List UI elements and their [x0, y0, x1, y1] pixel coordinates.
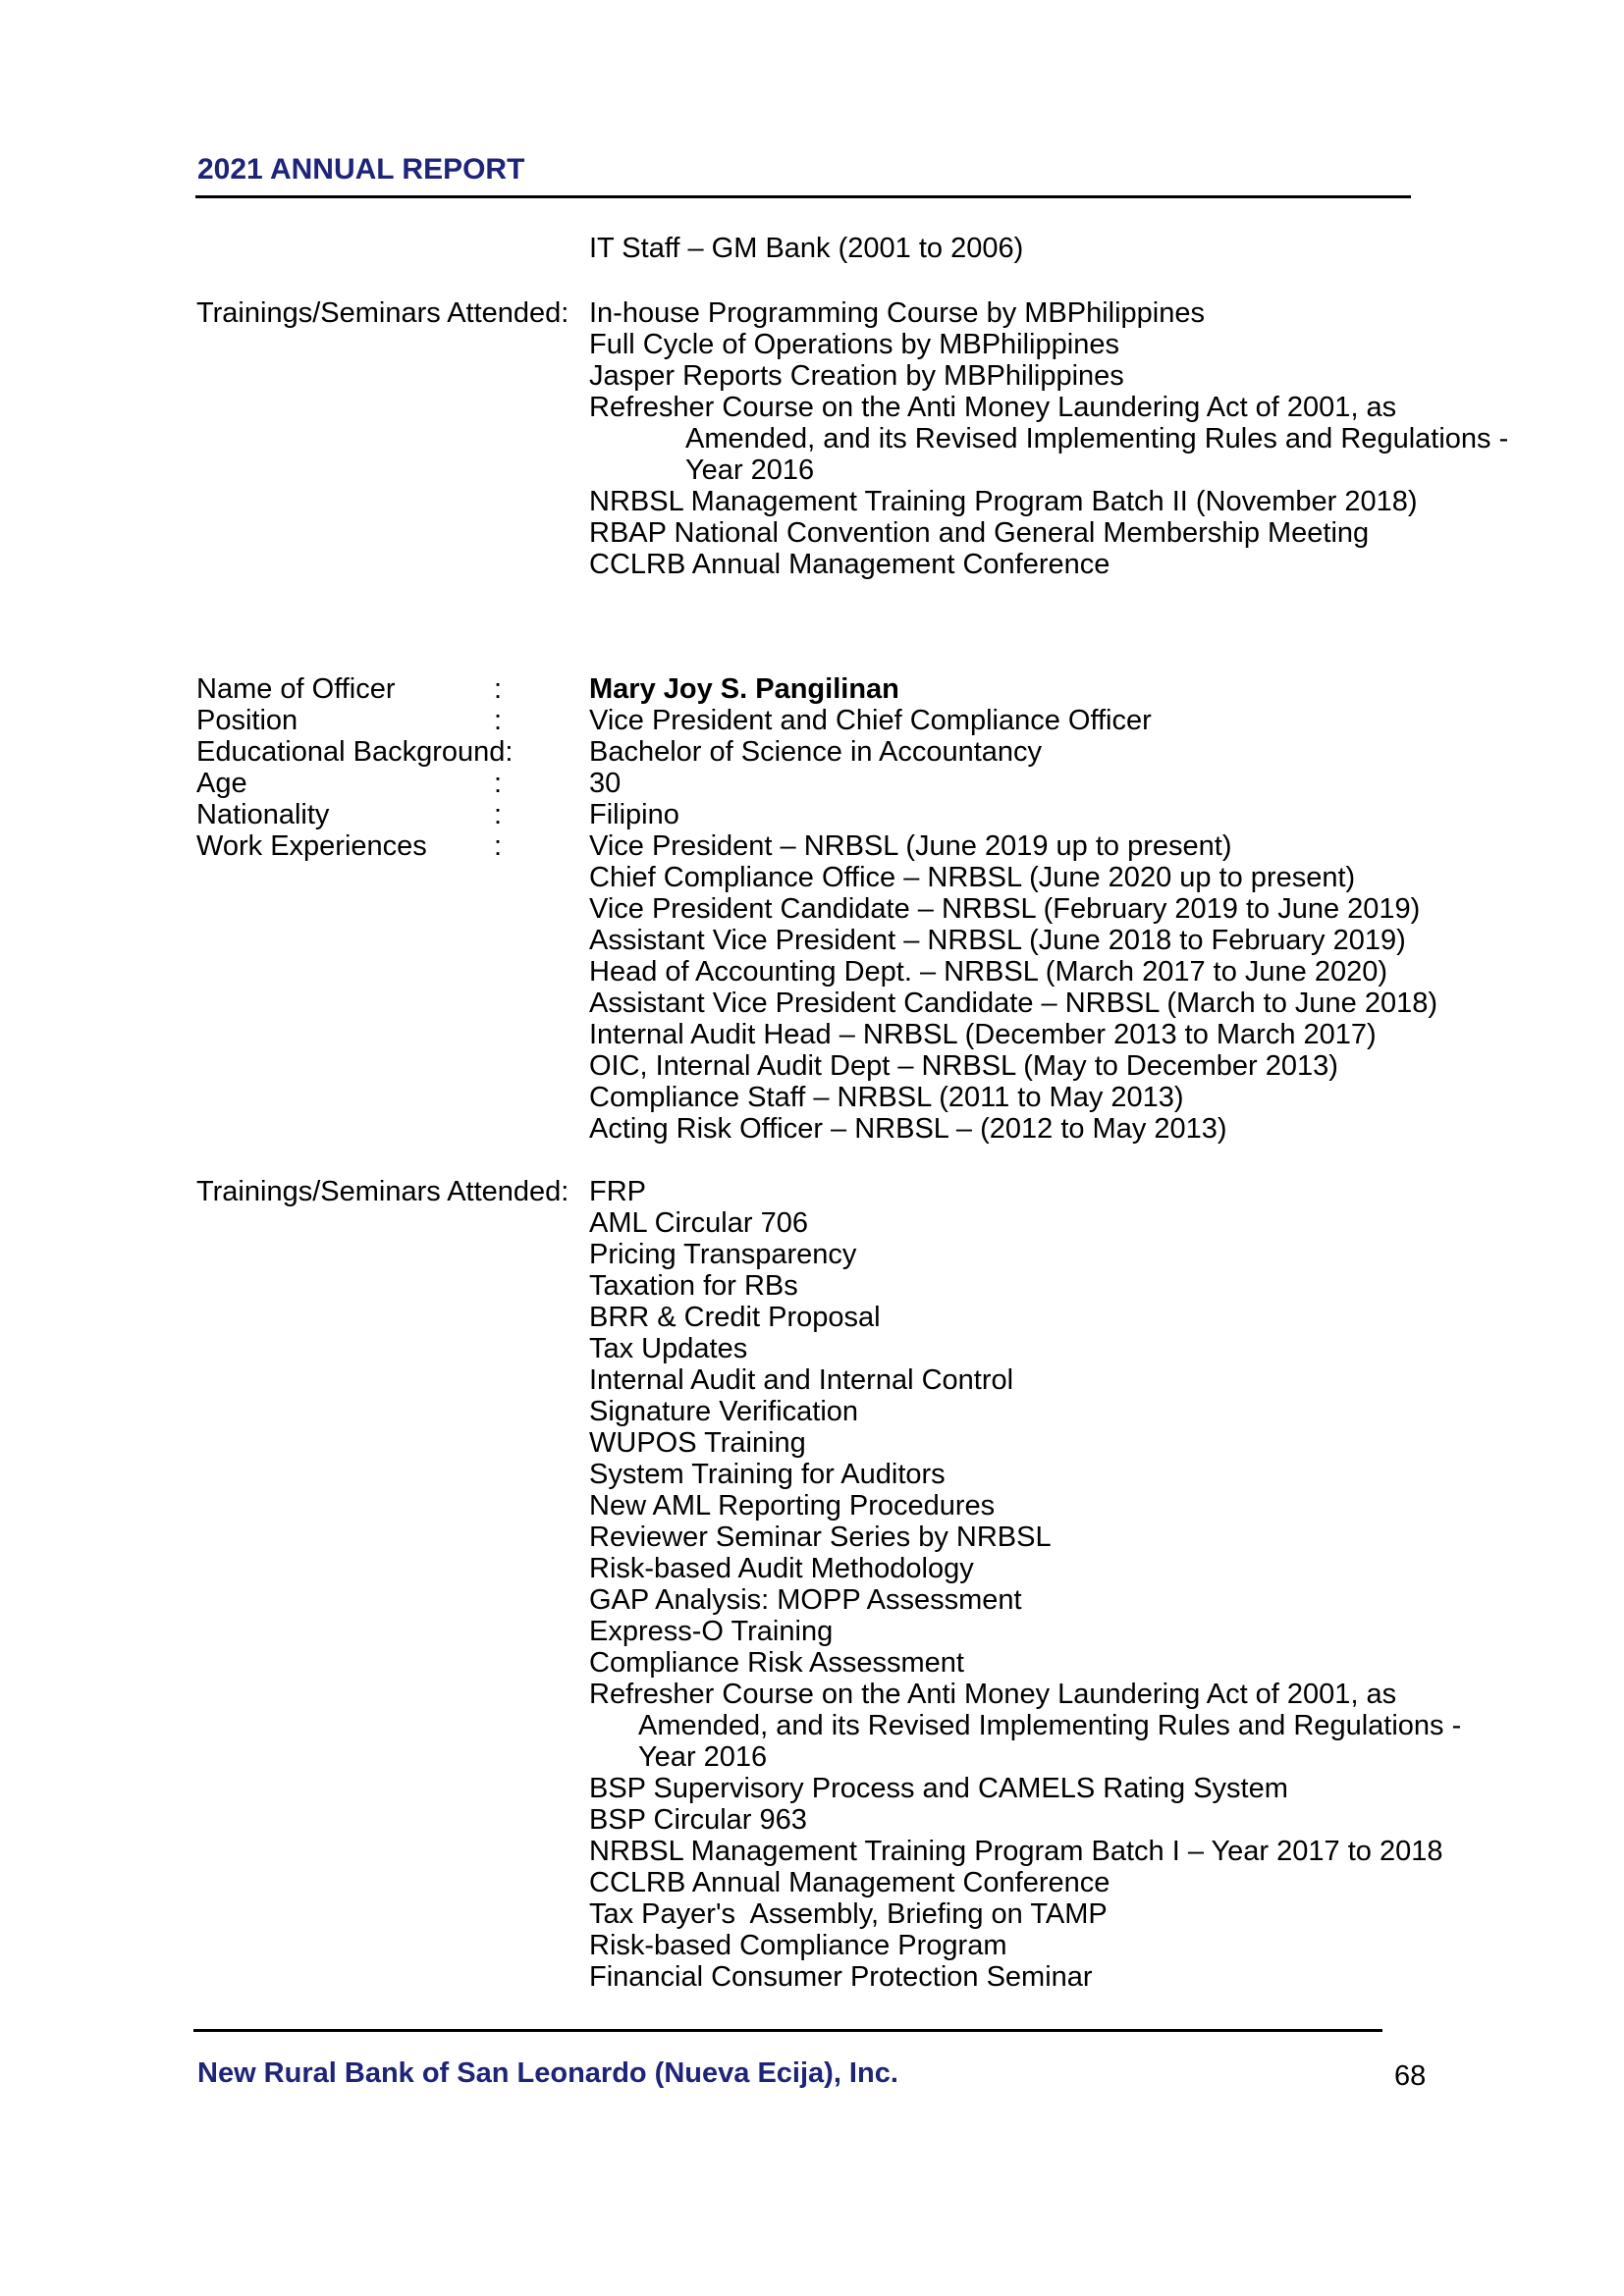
work-exp-item: Chief Compliance Office – NRBSL (June 2020 up to present) — [589, 862, 1356, 893]
work-exp-line: IT Staff – GM Bank (2001 to 2006) — [589, 233, 1024, 264]
officer-education: Bachelor of Science in Accountancy — [589, 736, 1043, 768]
work-exp-continuation-row — [196, 233, 1591, 264]
trainings-list-officer — [589, 1176, 1461, 1993]
field-label: Educational Background: — [196, 736, 514, 768]
field-colon: : — [494, 799, 503, 830]
field-row-education — [196, 736, 1591, 768]
field-label: Name of Officer — [196, 673, 396, 705]
training-item: WUPOS Training — [589, 1427, 806, 1459]
field-label: Nationality — [196, 799, 330, 830]
trainings-label-prev: Trainings/Seminars Attended: — [196, 297, 569, 329]
work-exp-list — [589, 830, 1437, 1145]
training-item: NRBSL Management Training Program Batch II (November 2018) — [589, 486, 1418, 517]
training-item: Signature Verification — [589, 1396, 859, 1427]
training-item-wrapped: Amended, and its Revised Implementing Rules and Regulations - — [638, 1710, 1462, 1741]
training-item: Refresher Course on the Anti Money Laundering Act of 2001, as — [589, 392, 1397, 423]
training-item: Reviewer Seminar Series by NRBSL — [589, 1522, 1052, 1553]
training-item: CCLRB Annual Management Conference — [589, 549, 1110, 580]
work-experiences-row — [196, 830, 1591, 1145]
officer-age: 30 — [589, 768, 622, 799]
training-item: GAP Analysis: MOPP Assessment — [589, 1584, 1022, 1616]
officer-position: Vice President and Chief Compliance Officer — [589, 705, 1152, 736]
training-item: Risk-based Audit Methodology — [589, 1553, 974, 1584]
work-exp-item: Assistant Vice President – NRBSL (June 2018 to February 2019) — [589, 925, 1406, 956]
trainings-list-prev — [589, 297, 1508, 580]
header-title: 2021 ANNUAL REPORT — [197, 153, 525, 186]
training-item: System Training for Auditors — [589, 1459, 946, 1490]
training-item: Express-O Training — [589, 1616, 834, 1647]
training-item: RBAP National Convention and General Membership Meeting — [589, 517, 1370, 549]
officer-name: Mary Joy S. Pangilinan — [589, 673, 899, 705]
training-item: Tax Payer's Assembly, Briefing on TAMP — [589, 1898, 1108, 1930]
training-item: BSP Circular 963 — [589, 1804, 807, 1836]
training-item: Pricing Transparency — [589, 1239, 857, 1270]
training-item: AML Circular 706 — [589, 1207, 808, 1239]
training-item: BSP Supervisory Process and CAMELS Rating System — [589, 1773, 1288, 1804]
training-item-wrapped: Amended, and its Revised Implementing Rules and Regulations - — [685, 423, 1509, 454]
training-item: Full Cycle of Operations by MBPhilippines — [589, 329, 1119, 360]
field-row-nationality — [196, 799, 1591, 830]
work-exp-item: Vice President – NRBSL (June 2019 up to present) — [589, 830, 1232, 862]
training-item: FRP — [589, 1176, 646, 1207]
field-row-name — [196, 673, 1591, 705]
trainings-label-officer: Trainings/Seminars Attended: — [196, 1176, 569, 1207]
footer-rule — [193, 2029, 1382, 2032]
field-label: Age — [196, 768, 247, 799]
training-item: Tax Updates — [589, 1333, 748, 1364]
training-item: BRR & Credit Proposal — [589, 1302, 881, 1333]
training-item: Internal Audit and Internal Control — [589, 1364, 1014, 1396]
work-exp-item: OIC, Internal Audit Dept – NRBSL (May to December 2013) — [589, 1050, 1338, 1082]
work-exp-continuation — [589, 233, 1023, 264]
training-item: Jasper Reports Creation by MBPhilippines — [589, 360, 1124, 392]
field-colon: : — [494, 673, 503, 705]
header-rule — [195, 195, 1411, 198]
training-item-wrapped: Year 2016 — [685, 454, 815, 486]
work-exp-item: Compliance Staff – NRBSL (2011 to May 2013) — [589, 1082, 1184, 1113]
officer-nationality: Filipino — [589, 799, 679, 830]
training-item-wrapped: Year 2016 — [638, 1741, 768, 1773]
page-content — [196, 233, 1591, 1993]
work-exp-item: Assistant Vice President Candidate – NRBSL (March to June 2018) — [589, 988, 1438, 1019]
work-exp-label: Work Experiences — [196, 830, 427, 862]
training-item: Compliance Risk Assessment — [589, 1647, 964, 1679]
work-exp-item: Head of Accounting Dept. – NRBSL (March 2017 to June 2020) — [589, 956, 1388, 988]
training-item: Risk-based Compliance Program — [589, 1930, 1007, 1961]
training-item: NRBSL Management Training Program Batch I – Year 2017 to 2018 — [589, 1836, 1443, 1867]
field-colon: : — [494, 705, 503, 736]
field-row-position — [196, 705, 1591, 736]
footer-bank-name: New Rural Bank of San Leonardo (Nueva Ecija), Inc. — [197, 2057, 898, 2089]
field-colon: : — [494, 768, 503, 799]
training-item: Taxation for RBs — [589, 1270, 798, 1302]
training-item: Financial Consumer Protection Seminar — [589, 1961, 1093, 1993]
field-row-age — [196, 768, 1591, 799]
work-exp-item: Internal Audit Head – NRBSL (December 2013 to March 2017) — [589, 1019, 1377, 1050]
training-item: New AML Reporting Procedures — [589, 1490, 996, 1522]
field-colon: : — [494, 830, 503, 862]
training-item: In-house Programming Course by MBPhilippines — [589, 297, 1206, 329]
field-label: Position — [196, 705, 298, 736]
training-item: CCLRB Annual Management Conference — [589, 1867, 1110, 1898]
work-exp-item: Acting Risk Officer – NRBSL – (2012 to May 2013) — [589, 1113, 1227, 1145]
footer-page-number: 68 — [1394, 2060, 1427, 2092]
trainings-row-prev — [196, 297, 1591, 580]
work-exp-item: Vice President Candidate – NRBSL (February 2019 to June 2019) — [589, 893, 1421, 925]
training-item: Refresher Course on the Anti Money Laundering Act of 2001, as — [589, 1679, 1397, 1710]
trainings-row-officer — [196, 1176, 1591, 1993]
